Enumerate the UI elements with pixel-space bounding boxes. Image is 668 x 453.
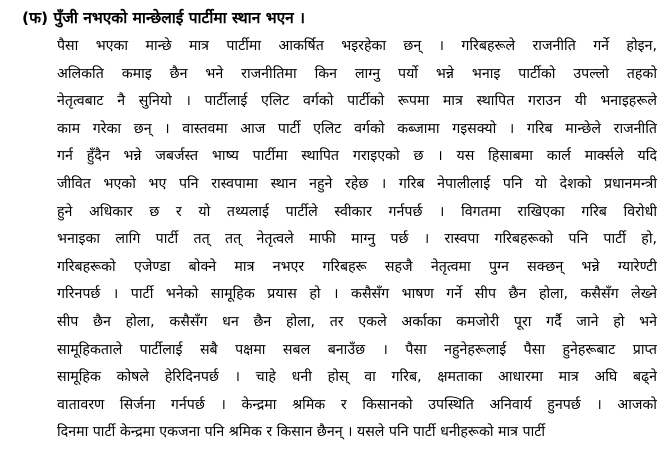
- paragraph-line: सामूहिकताले पार्टीलाई सबै पक्षमा सबल बनाउँछ । पैसा नहुनेहरूलाई पैसा हुनेहरूबाट प्राप्त: [57, 341, 657, 358]
- paragraph-line: गरिनपर्छ । पार्टी भनेको सामूहिक प्रयास हो । कसैसँग भाषण गर्ने सीप छैन होला, कसैसँग लेख्ने: [57, 286, 657, 303]
- paragraph-line: काम गरेका छन् । वास्तवमा आज पार्टी एलिट वर्गको कब्जामा गइसक्यो । गरिब मान्छेले राजनीति: [57, 120, 657, 137]
- paragraph-line: गरिबहरूको एजेण्डा बोक्ने मात्र नभएर गरिबहरू सहजै नेतृत्वमा पुग्न सक्छन् भन्ने ग्यारेण्टी: [57, 258, 657, 275]
- paragraph-line: जीवित भएको भए पनि रास्वपामा स्थान नहुने रहेछ । गरिब नेपालीलाई पनि यो देशको प्रधानमन्त्री: [57, 175, 657, 192]
- paragraph-line: पैसा भएका मान्छे मात्र पार्टीमा आकर्षित भइरहेका छन् । गरिबहरूले राजनीति गर्ने होइन,: [57, 38, 657, 54]
- paragraph-line: नेतृत्वबाट नै सुनियो । पार्टीलाई एलिट वर्गको पार्टीको रूपमा मात्र स्थापित गराउन यी भनाइहरूले: [57, 93, 657, 110]
- paragraph-line: सीप छैन होला, कसैसँग धन छैन होला, तर एकले अर्काका कमजोरी पूरा गर्दै जाने हो भने: [57, 313, 657, 330]
- paragraph-line: हुने अधिकार छ र यो तथ्यलाई पार्टीले स्वीकार गर्नपर्छ । विगतमा राखिएका गरिब विरोधी: [57, 203, 657, 220]
- paragraph-line: सामूहिक कोषले हेरिदिनपर्छ । चाहे धनी होस् वा गरिब, क्षमताका आधारमा मात्र अघि बढ्ने: [57, 369, 657, 386]
- paragraph-line: भनाइका लागि पार्टी तत् तत् नेतृत्वले माफी माग्नु पर्छ । रास्वपा गरिबहरूको पनि पार्टी हो,: [57, 231, 657, 248]
- paragraph: [57, 33, 657, 447]
- paragraph-line: गर्न हुँदैन भन्ने जबर्जस्त भाष्य पार्टीमा स्थापित गराइएको छ । यस हिसाबमा कार्ल मार्क्सले यदि: [57, 148, 657, 165]
- paragraph-line: दिनमा पार्टी केन्द्रमा एकजना पनि श्रमिक र किसान छैनन् । यसले पनि पार्टी धनीहरूको मात्र पार्टी: [57, 424, 546, 441]
- paragraph-line: अलिकति कमाइ छैन भने राजनीतिमा किन लाग्नु पर्यो भन्ने भनाइ पार्टीको उपल्लो तहको: [57, 65, 657, 82]
- section-heading: (फ) पुँजी नभएको मान्छेलाई पार्टीमा स्थान भएन ।: [22, 9, 306, 27]
- paragraph-line: वातावरण सिर्जना गर्नपर्छ । केन्द्रमा श्रमिक र किसानको उपस्थिति अनिवार्य हुनपर्छ । आजको: [57, 396, 657, 413]
